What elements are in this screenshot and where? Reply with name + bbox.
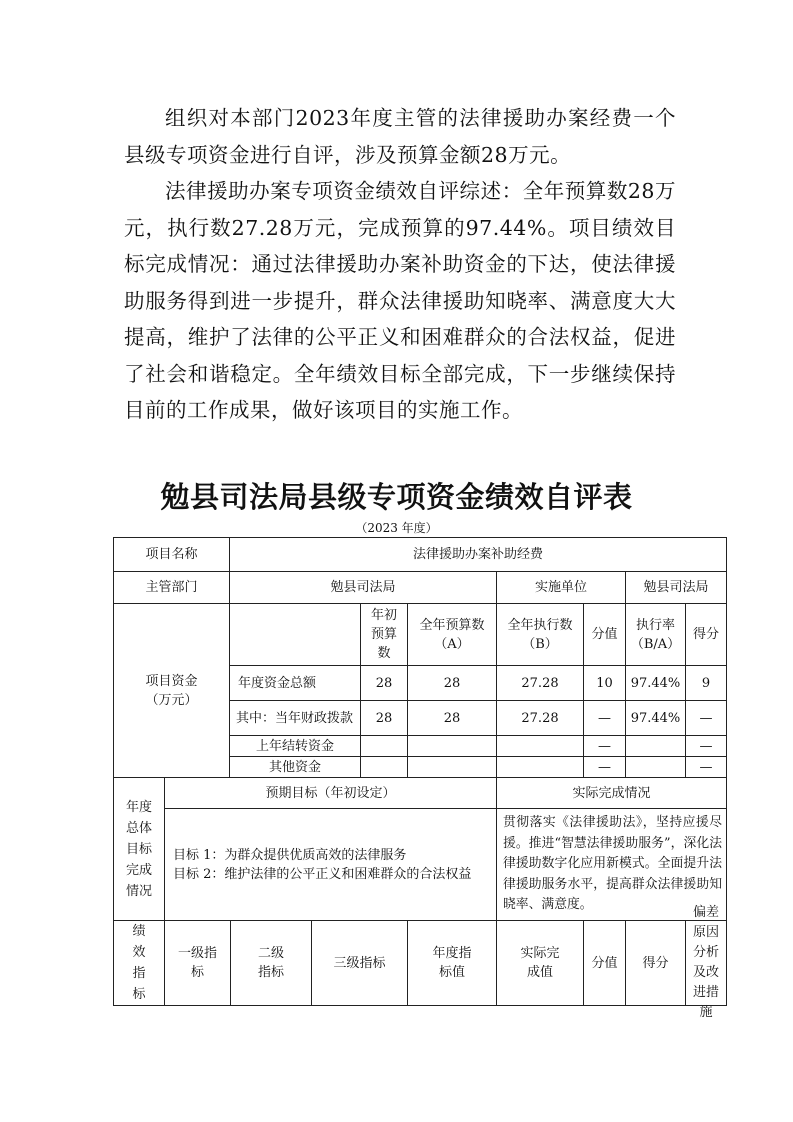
funds-row-annual: 28 xyxy=(407,700,497,736)
funds-row-rate: 97.44% xyxy=(625,665,686,701)
funds-header-blank xyxy=(229,603,361,666)
summary-paragraph: 法律援助办案专项资金绩效自评综述：全年预算数28万元，执行数27.28万元，完成预算的97.44%。项目绩效目标完成情况：通过法律援助办案补助资金的下达，使法律援助服务得到进一步提升，群众法律援助知晓率、满意度大大提高，维护了法律的公平正义和困难群众的合法权益，促进了社会和谐稳定。全年绩效目标全部完成，下一步继续保持目前的工作成果，做好该项目的实施工作。 xyxy=(124,179,676,422)
header-initial-budget: 年初预算数 xyxy=(360,603,408,666)
header-level2: 二级指标 xyxy=(230,920,312,1006)
header-annual-budget: 全年预算数（A） xyxy=(407,603,497,666)
header-level1: 一级指标 xyxy=(164,920,231,1006)
funds-row-annual xyxy=(407,735,497,757)
funds-row-initial: 28 xyxy=(360,700,408,736)
funds-row-score: — xyxy=(685,756,727,778)
funds-row-score: 9 xyxy=(685,665,727,701)
funds-label: 项目资金（万元） xyxy=(113,603,230,778)
funds-row-initial xyxy=(360,735,408,757)
funds-row-points: — xyxy=(583,756,626,778)
expected-goals-content xyxy=(164,808,497,921)
actual-completion-content: 贯彻落实《法律援助法》，坚持应援尽援。推进“智慧法律援助服务”，深化法律援助数字化应用新模式。全面提升法律援助服务水平，提高群众法律援助知晓率、满意度。 xyxy=(496,808,727,921)
header-ind-score: 得分 xyxy=(625,920,686,1006)
header-ind-points: 分值 xyxy=(583,920,626,1006)
header-annual-value: 年度指标值 xyxy=(407,920,497,1006)
table-subtitle: （2023 年度） xyxy=(355,521,438,535)
project-name-value: 法律援助办案补助经费 xyxy=(229,537,727,572)
funds-row-score: — xyxy=(685,700,727,736)
funds-row-label: 其中：当年财政拨款 xyxy=(229,700,361,736)
header-exec-rate: 执行率（B/A） xyxy=(625,603,686,666)
funds-row-label: 年度资金总额 xyxy=(229,665,361,701)
funds-row-initial xyxy=(360,756,408,778)
funds-row-exec: 27.28 xyxy=(496,665,584,701)
funds-row-annual xyxy=(407,756,497,778)
funds-row-initial: 28 xyxy=(360,665,408,701)
table-title: 勉县司法局县级专项资金绩效自评表 xyxy=(160,480,633,514)
intro-paragraph: 组织对本部门2023年度主管的法律援助办案经费一个县级专项资金进行自评，涉及预算金额28万元。 xyxy=(124,106,676,167)
header-deviation: 偏差原因分析及改进措施 xyxy=(685,920,727,1006)
expected-goal-2: 目标 2：维护法律的公平正义和困难群众的合法权益 xyxy=(173,866,472,882)
dept-value: 勉县司法局 xyxy=(229,571,497,604)
funds-row-label: 其他资金 xyxy=(229,756,361,778)
impl-unit-value: 勉县司法局 xyxy=(625,571,727,604)
funds-row-rate xyxy=(625,735,686,757)
funds-row-rate: 97.44% xyxy=(625,700,686,736)
header-points: 分值 xyxy=(583,603,626,666)
indicators-label: 绩效指标 xyxy=(113,920,165,1006)
funds-row-rate xyxy=(625,756,686,778)
project-name-label: 项目名称 xyxy=(113,537,230,572)
expected-goals-header: 预期目标（年初设定） xyxy=(164,777,497,809)
funds-row-score: — xyxy=(685,735,727,757)
funds-row-points: 10 xyxy=(583,665,626,701)
dept-label: 主管部门 xyxy=(113,571,230,604)
header-score: 得分 xyxy=(685,603,727,666)
impl-unit-label: 实施单位 xyxy=(496,571,626,604)
header-level3: 三级指标 xyxy=(311,920,408,1006)
funds-row-exec xyxy=(496,735,584,757)
goals-label: 年度总体目标完成情况 xyxy=(113,777,165,921)
header-annual-exec: 全年执行数（B） xyxy=(496,603,584,666)
actual-completion-header: 实际完成情况 xyxy=(496,777,727,809)
funds-row-points: — xyxy=(583,735,626,757)
funds-row-exec xyxy=(496,756,584,778)
header-actual-value: 实际完成值 xyxy=(496,920,584,1006)
funds-row-label: 上年结转资金 xyxy=(229,735,361,757)
expected-goal-1: 目标 1：为群众提供优质高效的法律服务 xyxy=(173,847,407,863)
funds-row-annual: 28 xyxy=(407,665,497,701)
funds-row-exec: 27.28 xyxy=(496,700,584,736)
funds-row-points: — xyxy=(583,700,626,736)
